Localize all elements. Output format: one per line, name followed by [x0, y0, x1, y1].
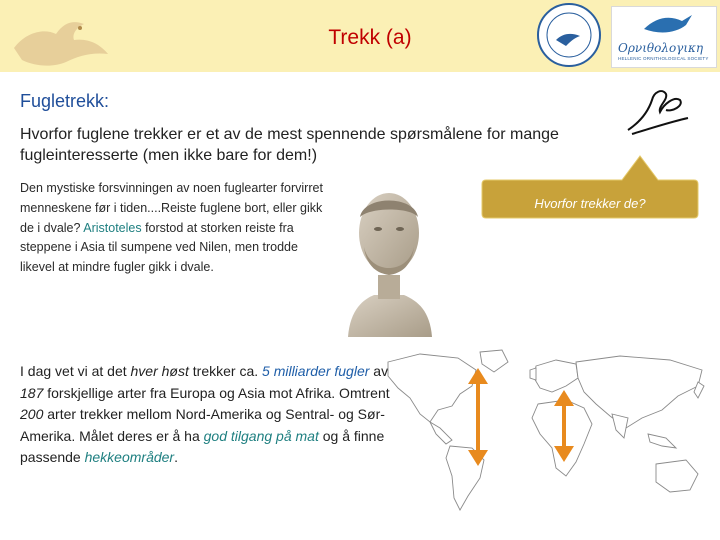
history-text: [20, 179, 332, 278]
signature-icon: [622, 82, 692, 138]
intro-text: Hvorfor fuglene trekker er et av de mest spennende spørsmålene for mange fugleinteresserte (men ikke bare for dem!): [20, 126, 559, 164]
facts-text: [20, 361, 390, 469]
facts-t4: forskjellige arter fra Europa og Asia mot Afrika. Omtrent: [43, 384, 390, 401]
callout-box: [480, 154, 700, 220]
history-part2: forstod at storken reiste fra steppene i Asia til sumpene ved Nilen, men trodde likevel at mindre fugler gikk i dvale.: [20, 220, 298, 275]
hellenic-ornithological-logo: [611, 6, 717, 68]
facts-em2: 187: [20, 384, 44, 401]
facts-birds-count: 5 milliarder fugler: [262, 363, 370, 379]
aristoteles-name: Aristoteles: [83, 220, 142, 235]
facts-t5: arter trekker mellom Nord-Amerika og Sentral- og Sør-Amerika. Målet deres er å ha: [20, 406, 385, 444]
world-map-image: [380, 348, 720, 516]
facts-t7: .: [174, 449, 178, 466]
norsk-ornitologisk-seal-icon: [536, 2, 602, 68]
swallow-icon: [642, 11, 694, 39]
callout-text: Hvorfor trekker de?: [534, 196, 646, 211]
facts-food: god tilgang på mat: [203, 427, 319, 444]
americas-migration-arrow: [468, 368, 488, 466]
section-heading: Fugletrekk:: [20, 91, 110, 111]
facts-em1: hver høst: [130, 363, 189, 379]
facts-t6: og å finne passende: [20, 427, 385, 466]
slide-title: Trekk (a): [328, 26, 412, 49]
history-part1: Den mystiske forsvinningen av noen fuglearter forvirret menneskene før i tiden....Reiste fuglene bort, eller gikk de i dvale?: [20, 181, 323, 235]
facts-t3: av: [369, 363, 389, 379]
facts-breeding: hekkeområder: [84, 449, 175, 466]
ornito-name: Ορνιθολογικη: [618, 41, 704, 55]
header-band: [0, 0, 720, 72]
aristotle-bust-image: [334, 177, 444, 337]
facts-em3: 200: [20, 406, 44, 423]
ornito-subtitle: HELLENIC ORNITHOLOGICAL SOCIETY: [618, 56, 709, 61]
facts-t2: trekker ca.: [188, 363, 263, 379]
bird-logo-icon: [4, 4, 114, 74]
facts-t1: I dag vet vi at det: [20, 363, 131, 379]
